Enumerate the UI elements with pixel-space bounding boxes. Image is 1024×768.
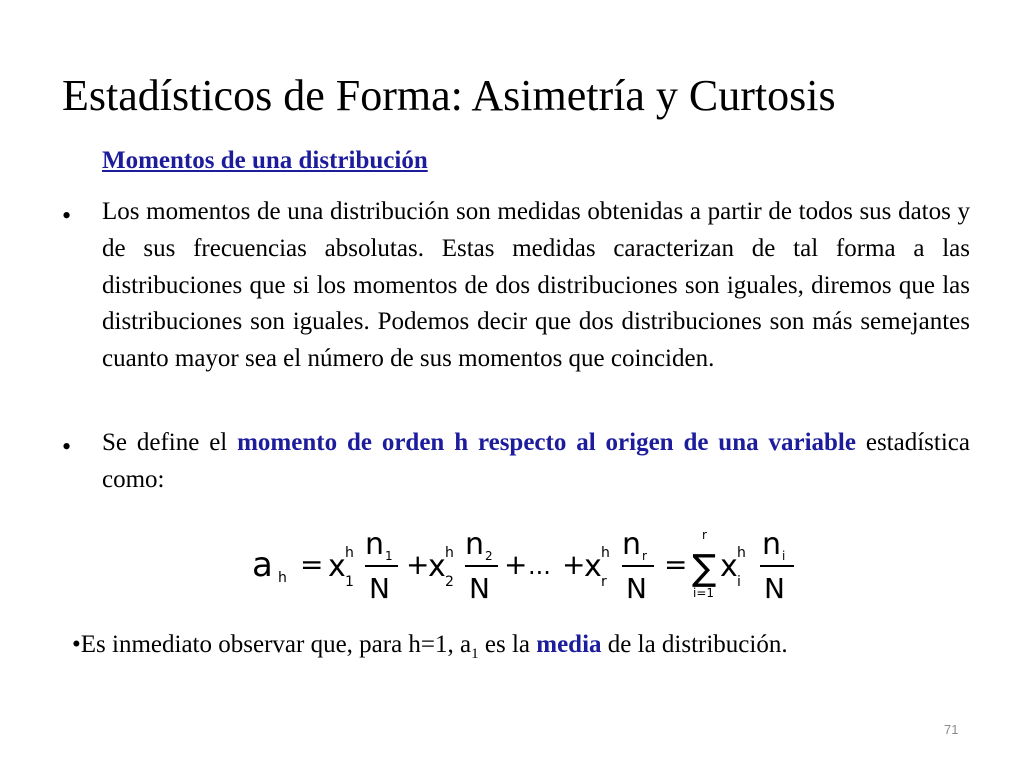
formula-plus-3: + <box>562 548 586 581</box>
moment-formula <box>248 522 808 608</box>
formula-sup-2: h <box>445 545 454 561</box>
section-subtitle: Momentos de una distribución <box>102 147 428 174</box>
formula-x-r: x <box>584 549 602 584</box>
formula-num-r: n <box>622 527 642 562</box>
formula-x-2: x <box>428 549 446 584</box>
formula-sub-i: i <box>737 574 741 590</box>
formula-plus-1: + <box>406 548 430 581</box>
formula-sum-upper: r <box>702 528 707 542</box>
bullet-paragraph-moments: Los momentos de una distribución son medidas obtenidas a partir de todos sus datos y de sus frecuencias absolutas. Estas medidas caracterizan de tal forma a las distribuciones que si los momentos de dos distribuciones son iguales, diremos que las distribuciones son iguales. Podemos decir que dos distribuciones son más semejantes cuanto mayor sea el número de sus momentos que coinciden. <box>102 198 970 373</box>
formula-num-2: n <box>465 527 485 562</box>
formula-equals-2: = <box>664 548 688 581</box>
formula-plus-2: + <box>504 548 528 581</box>
definition-text-end: estadística como: <box>102 429 970 493</box>
formula-sub-1: 1 <box>345 574 354 590</box>
formula-sup-1: h <box>345 545 354 561</box>
definition-highlight: momento de orden h respecto al origen de una variable <box>237 429 856 456</box>
note-text-end: de la distribución. <box>601 631 788 658</box>
bullet-marker-1: • <box>62 201 72 230</box>
formula-num-sub-i: i <box>782 549 786 563</box>
formula-x-i: x <box>720 549 738 584</box>
formula-num-sub-r: r <box>642 549 647 563</box>
formula-equals-1: = <box>300 548 324 581</box>
mean-note-paragraph <box>72 625 978 674</box>
formula-num-1: n <box>365 527 385 562</box>
formula-sub-2: 2 <box>445 574 454 590</box>
formula-sup-r: h <box>601 545 610 561</box>
note-bullet: • <box>72 631 81 658</box>
slide-number: 71 <box>944 722 959 737</box>
note-text-start: Es inmediato observar que, para h=1, a <box>80 631 472 658</box>
bullet-paragraph-definition <box>102 425 970 499</box>
formula-sub-r: r <box>601 574 607 590</box>
note-highlight-media: media <box>536 631 602 658</box>
formula-ellipsis: ... <box>528 552 551 580</box>
formula-den-i: N <box>764 572 785 605</box>
formula-sup-i: h <box>737 545 746 561</box>
formula-den-r: N <box>626 572 647 605</box>
formula-den-2: N <box>469 572 490 605</box>
formula-num-sub-2: 2 <box>485 549 493 563</box>
note-text-middle: es la <box>478 631 537 658</box>
formula-num-i: n <box>762 527 782 562</box>
formula-lhs: a <box>252 545 273 585</box>
formula-lhs-sub: h <box>278 570 287 586</box>
definition-text-start: Se define el <box>102 429 238 456</box>
formula-sum-lower: i=1 <box>693 586 715 600</box>
bullet-marker-2: • <box>62 432 72 461</box>
formula-num-sub-1: 1 <box>385 549 393 563</box>
formula-x-1: x <box>328 549 346 584</box>
slide-title: Estadísticos de Forma: Asimetría y Curtosis <box>62 71 836 120</box>
sigma-icon: ∑ <box>692 548 717 589</box>
note-subscript: 1 <box>471 646 479 662</box>
formula-den-1: N <box>369 572 390 605</box>
